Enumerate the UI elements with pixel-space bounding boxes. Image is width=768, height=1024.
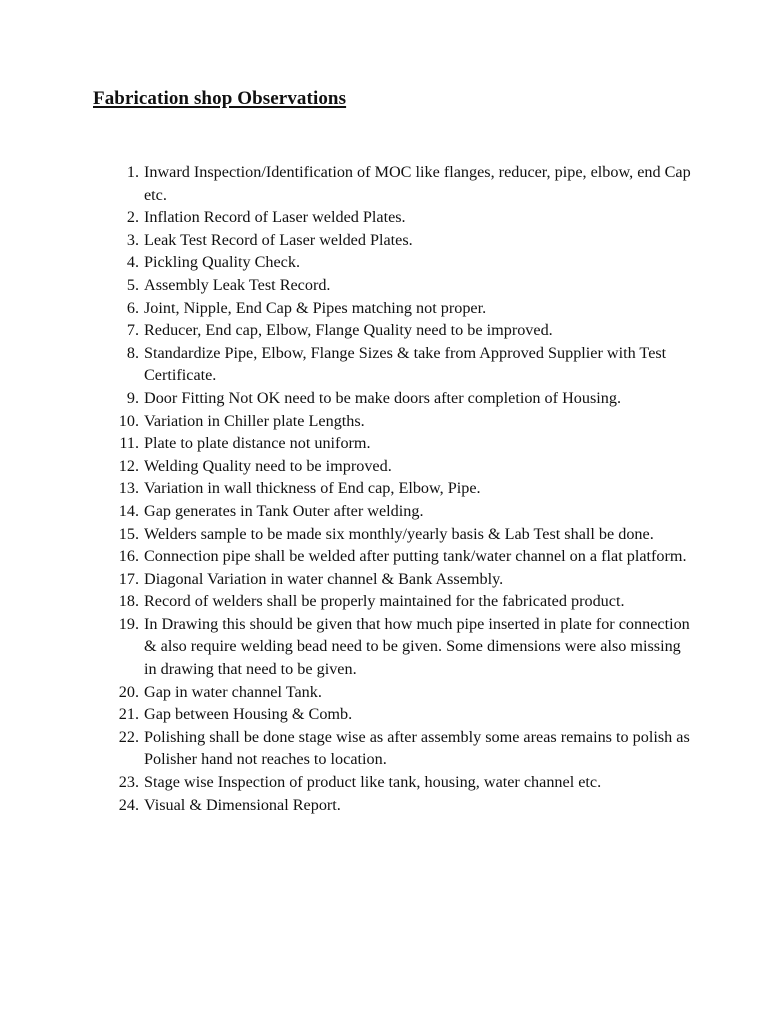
- list-item: [93, 523, 693, 546]
- list-item-text: Record of welders shall be properly maintained for the fabricated product.: [144, 592, 625, 611]
- list-item-number: 19.: [118, 614, 139, 633]
- list-item: [93, 568, 693, 591]
- list-item: [93, 613, 693, 681]
- list-item-number: 20.: [118, 682, 139, 701]
- list-item: [93, 251, 693, 274]
- list-item-number: 14.: [118, 501, 139, 520]
- list-item: [93, 319, 693, 342]
- list-item: [93, 726, 693, 771]
- list-item-text: Welding Quality need to be improved.: [144, 456, 392, 475]
- list-item-text: Polishing shall be done stage wise as after assembly some areas remains to polish as Polisher hand not reaches to location.: [144, 727, 690, 769]
- list-item: [93, 229, 693, 252]
- list-item: [93, 681, 693, 704]
- list-item-number: 2.: [126, 208, 139, 227]
- list-item: [93, 161, 693, 206]
- list-item-number: 4.: [126, 253, 139, 272]
- list-item: [93, 500, 693, 523]
- list-item: [93, 477, 693, 500]
- list-item: [93, 410, 693, 433]
- list-item-text: Variation in Chiller plate Lengths.: [144, 411, 365, 430]
- list-item-text: Leak Test Record of Laser welded Plates.: [144, 230, 413, 249]
- list-item-text: Variation in wall thickness of End cap, Elbow, Pipe.: [144, 479, 481, 498]
- list-item-text: Standardize Pipe, Elbow, Flange Sizes & take from Approved Supplier with Test Certificate.: [144, 343, 667, 385]
- list-item-number: 22.: [118, 727, 139, 746]
- list-item: [93, 342, 693, 387]
- list-item: [93, 206, 693, 229]
- list-item: [93, 545, 693, 568]
- list-item: [93, 794, 693, 817]
- list-item-number: 7.: [126, 321, 139, 340]
- list-item-text: Gap between Housing & Comb.: [144, 705, 353, 724]
- list-item: [93, 590, 693, 613]
- list-item-text: Gap in water channel Tank.: [144, 682, 322, 701]
- list-item-text: Joint, Nipple, End Cap & Pipes matching not proper.: [144, 298, 487, 317]
- list-item: [93, 432, 693, 455]
- list-item-text: Visual & Dimensional Report.: [144, 795, 341, 814]
- list-item: [93, 771, 693, 794]
- list-item: [93, 455, 693, 478]
- list-item-number: 5.: [126, 275, 139, 294]
- list-item-number: 13.: [118, 479, 139, 498]
- list-item: [93, 297, 693, 320]
- page-title: Fabrication shop Observations: [93, 88, 347, 109]
- list-item-number: 23.: [118, 773, 139, 792]
- list-item-number: 21.: [118, 705, 139, 724]
- list-item-number: 16.: [118, 547, 139, 566]
- list-item: [93, 387, 693, 410]
- list-item-text: Stage wise Inspection of product like tank, housing, water channel etc.: [144, 773, 602, 792]
- list-item-number: 17.: [118, 569, 139, 588]
- list-item-text: Pickling Quality Check.: [144, 253, 301, 272]
- list-item-text: Plate to plate distance not uniform.: [144, 434, 371, 453]
- list-item-number: 12.: [118, 456, 139, 475]
- observations-list: [93, 161, 693, 816]
- list-item-text: Welders sample to be made six monthly/yearly basis & Lab Test shall be done.: [144, 524, 654, 543]
- list-item-number: 24.: [118, 795, 139, 814]
- list-item-number: 3.: [126, 230, 139, 249]
- list-item-number: 18.: [118, 592, 139, 611]
- list-item-number: 10.: [118, 411, 139, 430]
- list-item-text: Diagonal Variation in water channel & Bank Assembly.: [144, 569, 504, 588]
- list-item-number: 11.: [119, 434, 139, 453]
- list-item-text: In Drawing this should be given that how much pipe inserted in plate for connection & also require welding bead need to be given. Some dimensions were also missing in drawing that need to be given.: [144, 614, 690, 679]
- list-item: [93, 274, 693, 297]
- list-item-text: Inward Inspection/Identification of MOC like flanges, reducer, pipe, elbow, end Cap etc.: [144, 163, 691, 204]
- list-item: [93, 703, 693, 726]
- list-item-number: 1.: [126, 163, 139, 181]
- list-item-number: 15.: [118, 524, 139, 543]
- list-item-text: Assembly Leak Test Record.: [144, 275, 331, 294]
- list-item-number: 8.: [126, 343, 139, 362]
- list-item-text: Connection pipe shall be welded after putting tank/water channel on a flat platform.: [144, 547, 687, 566]
- list-item-text: Inflation Record of Laser welded Plates.: [144, 208, 406, 227]
- list-item-text: Door Fitting Not OK need to be make doors after completion of Housing.: [144, 388, 621, 407]
- list-item-text: Gap generates in Tank Outer after welding.: [144, 501, 424, 520]
- list-item-number: 9.: [126, 388, 139, 407]
- list-item-number: 6.: [126, 298, 139, 317]
- list-item-text: Reducer, End cap, Elbow, Flange Quality need to be improved.: [144, 321, 553, 340]
